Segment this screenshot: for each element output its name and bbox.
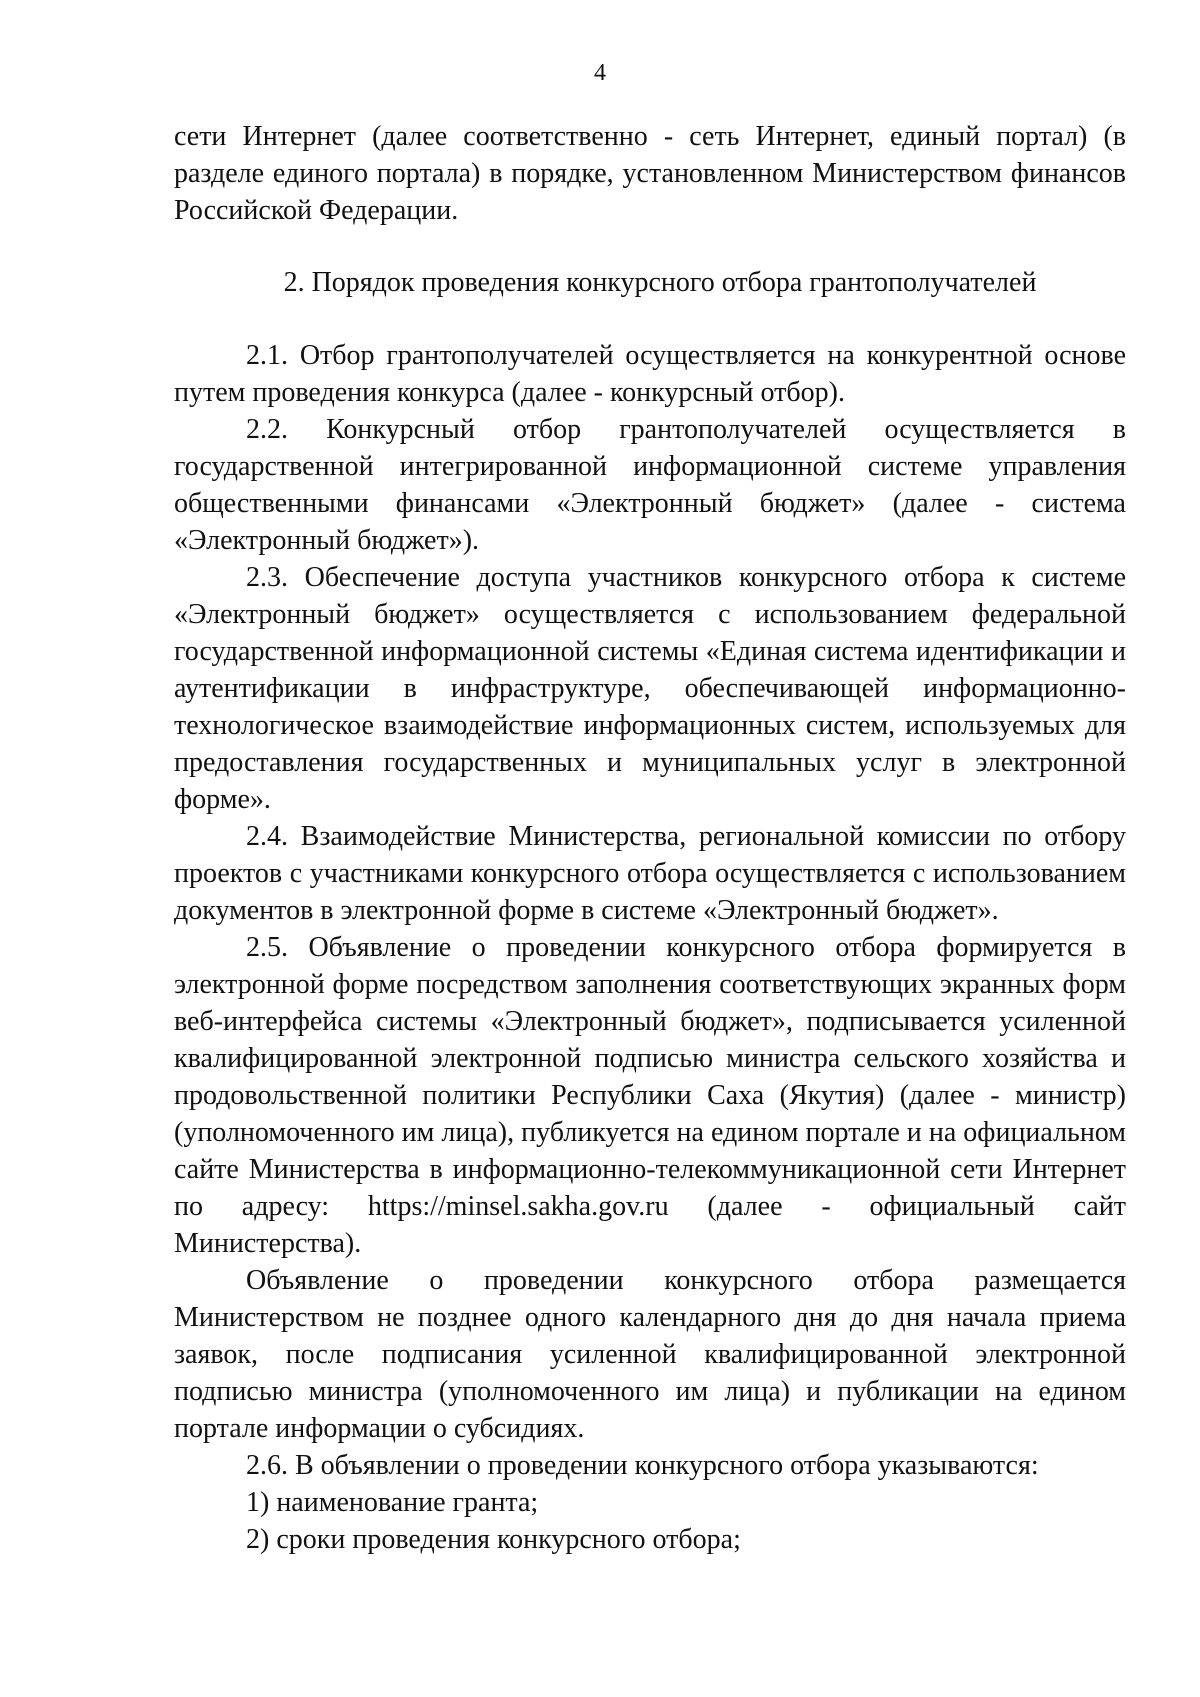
list-item-2: 2) сроки проведения конкурсного отбора; bbox=[246, 1524, 741, 1555]
section-heading: 2. Порядок проведения конкурсного отбора грантополучателей bbox=[283, 267, 1037, 298]
paragraph-2-2: 2.2. Конкурсный отбор грантополучателей осуществляется в государственной интегрированной информационной системе управления общественными финансами «Электронный бюджет» (далее - система «Электронный бюджет»). bbox=[174, 414, 1126, 556]
list-item-1: 1) наименование гранта; bbox=[246, 1487, 539, 1518]
document-body bbox=[174, 118, 1126, 1558]
paragraph-2-5: 2.5. Объявление о проведении конкурсного отбора формируется в электронной форме посредством заполнения соответствующих экранных форм веб-интерфейса системы «Электронный бюджет», подписывается усиленной квалифицированной электронной подписью министра сельского хозяйства и продовольственной политики Республики Саха (Якутия) (далее - министр) (уполномоченного им лица), публикуется на едином портале и на официальном сайте Министерства в информационно-телекоммуникационной сети Интернет по адресу: https://minsel.sakha.gov.ru (далее - официальный сайт Министерства). bbox=[174, 932, 1126, 1259]
intro-paragraph: сети Интернет (далее соответственно - сеть Интернет, единый портал) (в разделе единого портала) в порядке, установленном Министерством финансов Российской Федерации. bbox=[174, 121, 1126, 226]
page-number: 4 bbox=[594, 60, 606, 86]
paragraph-2-1: 2.1. Отбор грантополучателей осуществляется на конкурентной основе путем проведения конкурса (далее - конкурсный отбор). bbox=[174, 340, 1126, 408]
paragraph-2-4: 2.4. Взаимодействие Министерства, региональной комиссии по отбору проектов с участниками конкурсного отбора осуществляется с использованием документов в электронной форме в системе «Электронный бюджет». bbox=[174, 821, 1126, 926]
paragraph-2-6: 2.6. В объявлении о проведении конкурсного отбора указываются: bbox=[246, 1450, 1039, 1481]
paragraph-announcement: Объявление о проведении конкурсного отбора размещается Министерством не позднее одного календарного дня до дня начала приема заявок, после подписания усиленной квалифицированной электронной подписью министра (уполномоченного им лица) и публикации на едином портале информации о субсидиях. bbox=[174, 1265, 1126, 1444]
paragraph-2-3: 2.3. Обеспечение доступа участников конкурсного отбора к системе «Электронный бюджет» осуществляется с использованием федеральной государственной информационной системы «Единая система идентификации и аутентификации в инфраструктуре, обеспечивающей информационно-технологическое взаимодействие информационных систем, используемых для предоставления государственных и муниципальных услуг в электронной форме». bbox=[174, 562, 1126, 815]
